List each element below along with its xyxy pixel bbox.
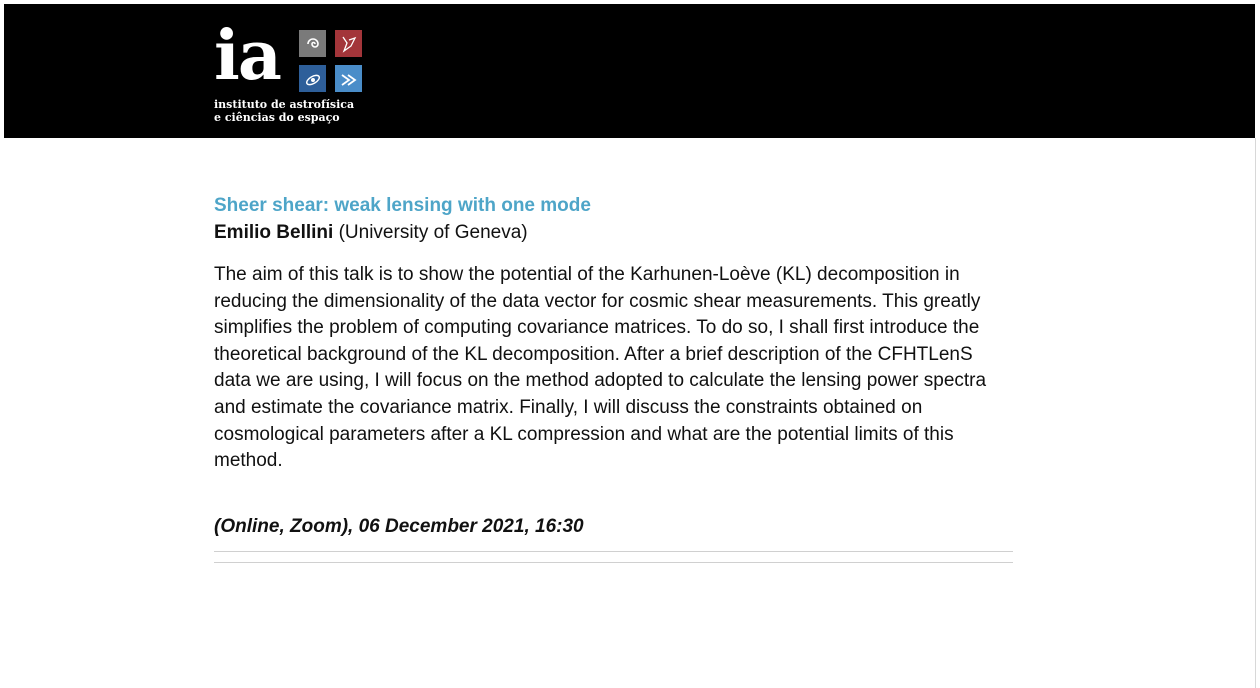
logo-caption-line2: e ciências do espaço bbox=[214, 111, 340, 124]
header-bar bbox=[4, 4, 1255, 138]
talk-abstract: The aim of this talk is to show the potential of the Karhunen-Loève (KL) decomposition in reducing the dimensionality of the data vector for cosmic shear measurements. This greatly simplifies the problem of computing covariance matrices. To do so, I shall first introduce the theoretical background of the KL decomposition. After a brief description of the CFHTLenS data we are using, I will focus on the method adopted to calculate the lensing power spectra and estimate the covariance matrix. Finally, I will discuss the constraints obtained on cosmological parameters after a KL compression and what are the potential limits of this method. bbox=[214, 264, 987, 472]
institute-logo[interactable] bbox=[214, 16, 374, 130]
divider-top bbox=[214, 551, 1013, 552]
logo-mark: ia bbox=[214, 16, 280, 96]
event-date-location: (Online, Zoom), 06 December 2021, 16:30 bbox=[214, 515, 584, 537]
logo-caption-line1: instituto de astrofísica bbox=[214, 98, 355, 111]
speaker-affiliation: (University of Geneva) bbox=[333, 222, 528, 243]
talk-title: Sheer shear: weak lensing with one mode bbox=[214, 195, 591, 216]
speaker-line bbox=[214, 221, 1014, 245]
galaxy-icon bbox=[299, 30, 326, 57]
talk-content bbox=[214, 194, 1014, 539]
scroll-edge bbox=[1255, 138, 1256, 688]
constellation-icon bbox=[335, 30, 362, 57]
telescope-icon bbox=[335, 65, 362, 92]
divider-bottom bbox=[214, 562, 1013, 563]
orbit-icon bbox=[299, 65, 326, 92]
logo-squares bbox=[299, 30, 363, 94]
logo-caption bbox=[214, 98, 354, 124]
speaker-name: Emilio Bellini bbox=[214, 222, 334, 243]
